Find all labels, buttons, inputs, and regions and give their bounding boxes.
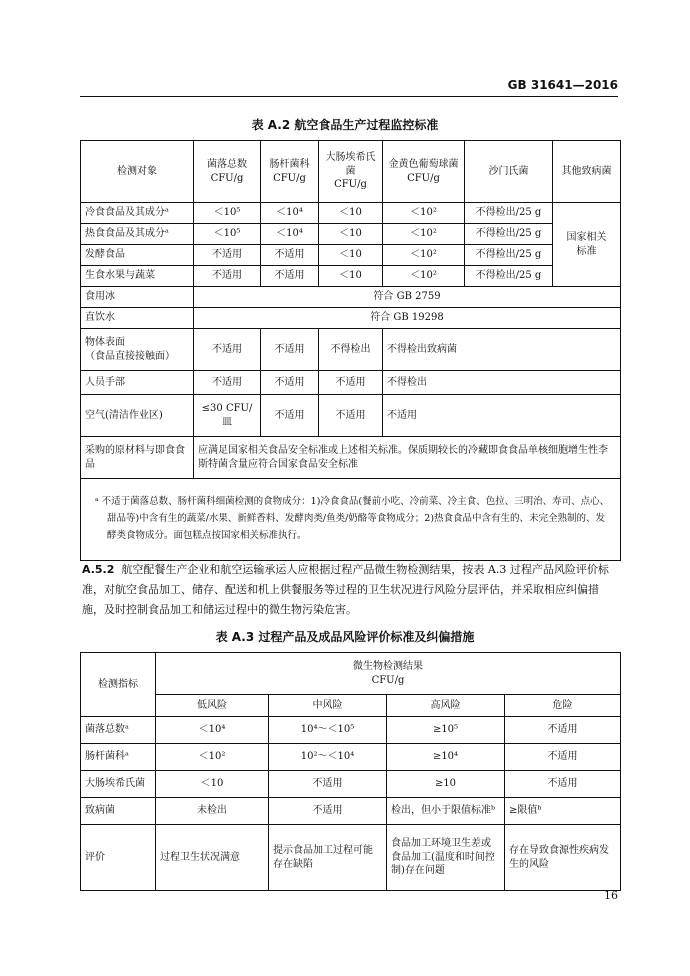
cell: ＜10²: [383, 266, 465, 287]
header-cell: 菌落总数 CFU/g: [194, 141, 261, 203]
standard-number: GB 31641—2016: [507, 78, 618, 92]
header-cell: 金黄色葡萄球菌 CFU/g: [383, 141, 465, 203]
cell: 符合 GB 2759: [194, 287, 621, 308]
table-row: [81, 798, 621, 825]
cell: 符合 GB 19298: [194, 308, 621, 329]
cell: 不适用: [261, 371, 319, 395]
row-label: 大肠埃希氏菌: [81, 771, 156, 798]
table-row: [81, 371, 621, 395]
cell: 不适用: [194, 329, 261, 371]
table-note-row: [81, 479, 621, 561]
cell: 提示食品加工过程可能存在缺陷: [269, 825, 387, 891]
table-row: [81, 203, 621, 224]
row-label: 热食食品及其成分ᵃ: [81, 224, 194, 245]
cell: 不适用: [261, 329, 319, 371]
cell: ＜10⁵: [194, 224, 261, 245]
cell: ≥10⁴: [387, 744, 505, 771]
cell: ＜10⁴: [261, 203, 319, 224]
clause-number: A.5.2: [82, 563, 115, 576]
table-a3: [80, 652, 621, 891]
header-rule: [80, 96, 618, 97]
cell: ＜10: [319, 266, 383, 287]
row-label: 评价: [81, 825, 156, 891]
row-label: 冷食食品及其成分ᵃ: [81, 203, 194, 224]
cell: 10⁴～＜10⁵: [269, 717, 387, 744]
row-label: 物体表面 （食品直接接触面）: [81, 329, 194, 371]
table-a3-caption: 表 A.3 过程产品及成品风险评价标准及纠偏措施: [215, 630, 475, 644]
header-cell: 其他致病菌: [553, 141, 621, 203]
table-row: [81, 224, 621, 245]
table-row: [81, 771, 621, 798]
cell: ＜10: [156, 771, 269, 798]
header-cell: 危险: [505, 695, 621, 717]
cell: ＜10: [319, 203, 383, 224]
row-label: 采购的原材料与即食食品: [81, 437, 194, 479]
cell: ＜10⁴: [156, 717, 269, 744]
cell: 不得检出/25 g: [465, 266, 553, 287]
cell: 检出，但小于限值标准ᵇ: [387, 798, 505, 825]
cell: ＜10: [319, 245, 383, 266]
cell: 不适用: [383, 395, 621, 437]
cell: 食品加工环境卫生差或食品加工(温度和时间控制)存在问题: [387, 825, 505, 891]
cell: 存在导致食源性疾病发生的风险: [505, 825, 621, 891]
cell: ＜10⁵: [194, 203, 261, 224]
cell: 不适用: [194, 266, 261, 287]
cell: ＜10²: [383, 245, 465, 266]
cell: 应满足国家相关食品安全标准或上述相关标准。保质期较长的冷藏即食食品单核细胞增生性李斯特菌含量应符合国家食品安全标准: [194, 437, 621, 479]
table-row: [81, 717, 621, 744]
table-row: [81, 437, 621, 479]
page-number: 16: [604, 889, 618, 902]
cell: 不适用: [269, 771, 387, 798]
cell: ＜10²: [383, 224, 465, 245]
cell: 不适用: [319, 371, 383, 395]
paragraph-a52: [82, 560, 618, 620]
table-row: [81, 825, 621, 891]
cell: 不得检出: [383, 371, 621, 395]
header-cell: 肠杆菌科 CFU/g: [261, 141, 319, 203]
header-cell: 大肠埃希氏菌 CFU/g: [319, 141, 383, 203]
cell: ≤30 CFU/皿: [194, 395, 261, 437]
cell: ＜10: [319, 224, 383, 245]
table-row: [81, 287, 621, 308]
cell: 不得检出致病菌: [383, 329, 621, 371]
other-pathogen-cell: 国家相关 标准: [553, 203, 621, 287]
cell: 不适用: [505, 744, 621, 771]
table-row: [81, 329, 621, 371]
cell: 不适用: [319, 395, 383, 437]
header-cell: 检测指标: [81, 653, 156, 717]
table-row: [81, 308, 621, 329]
cell: 不得检出/25 g: [465, 224, 553, 245]
header-cell: 低风险: [156, 695, 269, 717]
table-row: [81, 266, 621, 287]
header-cell: 沙门氏菌: [465, 141, 553, 203]
table-a2-caption: 表 A.2 航空食品生产过程监控标准: [251, 118, 439, 132]
header-cell: 检测对象: [81, 141, 194, 203]
cell: 不适用: [505, 717, 621, 744]
cell: 不得检出: [319, 329, 383, 371]
cell: 过程卫生状况满意: [156, 825, 269, 891]
cell: 不得检出/25 g: [465, 245, 553, 266]
row-label: 肠杆菌科ᵃ: [81, 744, 156, 771]
cell: ＜10²: [156, 744, 269, 771]
cell: 不适用: [261, 245, 319, 266]
row-label: 直饮水: [81, 308, 194, 329]
row-label: 人员手部: [81, 371, 194, 395]
table-note: ᵃ 不适于菌落总数、肠杆菌科细菌检测的食物成分：1)冷食食品(餐前小吃、冷前菜、冷主食、色拉、三明治、寿司、点心、甜品等)中含有生的蔬菜/水果、新鲜香料、发酵肉类/鱼类/奶酪等食物成分；2)热食食品中含有生的、未完全熟制的、发酵类食物成分。面包糕点按国家相关标准执行。: [81, 479, 621, 561]
row-label: 生食水果与蔬菜: [81, 266, 194, 287]
row-label: 菌落总数ᵃ: [81, 717, 156, 744]
header-cell: 微生物检测结果 CFU/g: [156, 653, 621, 695]
row-label: 空气(清洁作业区): [81, 395, 194, 437]
table-a2: [80, 140, 621, 561]
table-row: [81, 744, 621, 771]
header-cell: 高风险: [387, 695, 505, 717]
cell: 不适用: [261, 266, 319, 287]
table-header-row: [81, 653, 621, 695]
cell: 10²～＜10⁴: [269, 744, 387, 771]
cell: ≥限值ᵇ: [505, 798, 621, 825]
cell: 不适用: [194, 245, 261, 266]
cell: 不适用: [505, 771, 621, 798]
table-header-row: [81, 141, 621, 203]
header-cell: 中风险: [269, 695, 387, 717]
cell: 不适用: [194, 371, 261, 395]
table-row: [81, 245, 621, 266]
cell: ≥10⁵: [387, 717, 505, 744]
cell: ＜10²: [383, 203, 465, 224]
table-row: [81, 395, 621, 437]
cell: ≥10: [387, 771, 505, 798]
cell: 不适用: [269, 798, 387, 825]
cell: 不适用: [261, 395, 319, 437]
table-header-row: [81, 695, 621, 717]
cell: 不得检出/25 g: [465, 203, 553, 224]
row-label: 发酵食品: [81, 245, 194, 266]
row-label: 致病菌: [81, 798, 156, 825]
cell: ＜10⁴: [261, 224, 319, 245]
row-label: 食用冰: [81, 287, 194, 308]
cell: 未检出: [156, 798, 269, 825]
paragraph-text: 航空配餐生产企业和航空运输承运人应根据过程产品微生物检测结果，按表 A.3 过程产品风险评价标准，对航空食品加工、储存、配送和机上供餐服务等过程的卫生状况进行风险分层评估，并采取相应纠偏措施，及时控制食品加工和储运过程中的微生物污染危害。: [82, 563, 609, 616]
